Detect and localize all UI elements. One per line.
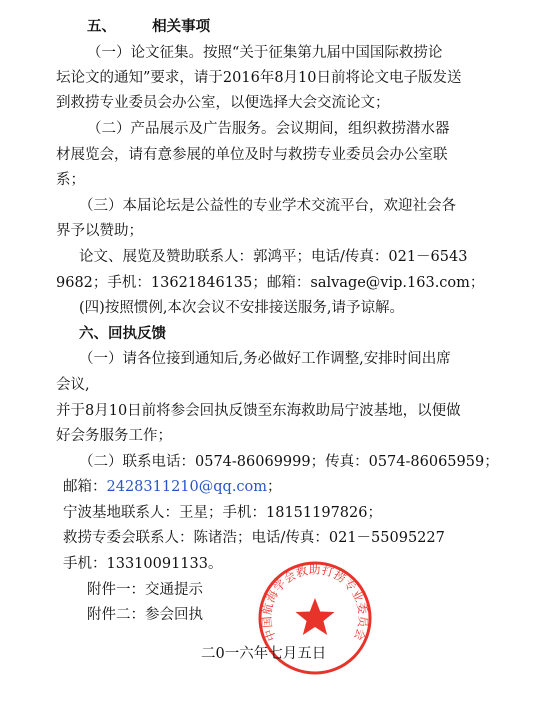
contact-line: 论文、展览及赞助联系人：郭鸿平；电话/传真：021－6543 bbox=[79, 249, 468, 265]
document-date: 二0一六年七月五日 bbox=[201, 646, 327, 662]
contact-line: 手机：13310091133。 bbox=[63, 556, 223, 572]
para-line: 会议, bbox=[56, 377, 90, 393]
para-line: （一）论文征集。按照“关于征集第九届中国国际救捞论 bbox=[87, 45, 443, 61]
para-line: 界予以赞助； bbox=[56, 223, 143, 239]
contact-line: 9682；手机：13621846135；邮箱：salvage@vip.163.com； bbox=[56, 275, 485, 291]
para-line: 到救捞专业委员会办公室，以便选择大会交流论文； bbox=[56, 95, 390, 111]
para-line: （二）产品展示及广告服务。会议期间，组织救捞潜水器 bbox=[87, 121, 450, 137]
para-line: （一）请各位接到通知后,务必做好工作调整,安排时间出席 bbox=[79, 351, 451, 367]
seal-text: 中国航海学会救助打捞专业委员会 bbox=[259, 562, 371, 643]
para-line: 好会务服务工作； bbox=[56, 428, 172, 444]
para-line: 系； bbox=[56, 172, 85, 188]
attachment-item: 附件二：参会回执 bbox=[87, 607, 203, 623]
seal-star-icon bbox=[296, 598, 335, 635]
para-line: 坛论文的通知”要求，请于2016年8月10日前将论文电子版发送 bbox=[56, 70, 462, 86]
email-suffix: ； bbox=[267, 479, 282, 495]
section-5-title: 相关事项 bbox=[152, 19, 211, 35]
contact-line: 救捞专委会联系人：陈诸浩；电话/传真：021－55095227 bbox=[63, 530, 445, 546]
para-line: （三）本届论坛是公益性的专业学术交流平台，欢迎社会各 bbox=[79, 198, 456, 214]
contact-line: 宁波基地联系人：王星；手机：18151197826； bbox=[63, 505, 382, 521]
attachment-item: 附件一：交通提示 bbox=[87, 582, 203, 598]
contact-line: （二）联系电话：0574-86069999；传真：0574-86065959； bbox=[79, 454, 499, 470]
para-line: (四)按照惯例,本次会议不安排接送服务,请予谅解。 bbox=[79, 300, 405, 316]
email-line bbox=[63, 478, 282, 496]
email-label: 邮箱： bbox=[63, 479, 107, 495]
para-line: 并于8月10日前将参会回执反馈至东海救助局宁波基地，以便做 bbox=[56, 403, 461, 419]
section-6-heading: 六、回执反馈 bbox=[79, 326, 166, 342]
email-link[interactable]: 2428311210@qq.com bbox=[106, 479, 268, 495]
para-line: 材展览会，请有意参展的单位及时与救捞专业委员会办公室联 bbox=[56, 147, 448, 163]
section-5-heading bbox=[87, 18, 210, 36]
section-5-number: 五、 bbox=[87, 19, 116, 35]
